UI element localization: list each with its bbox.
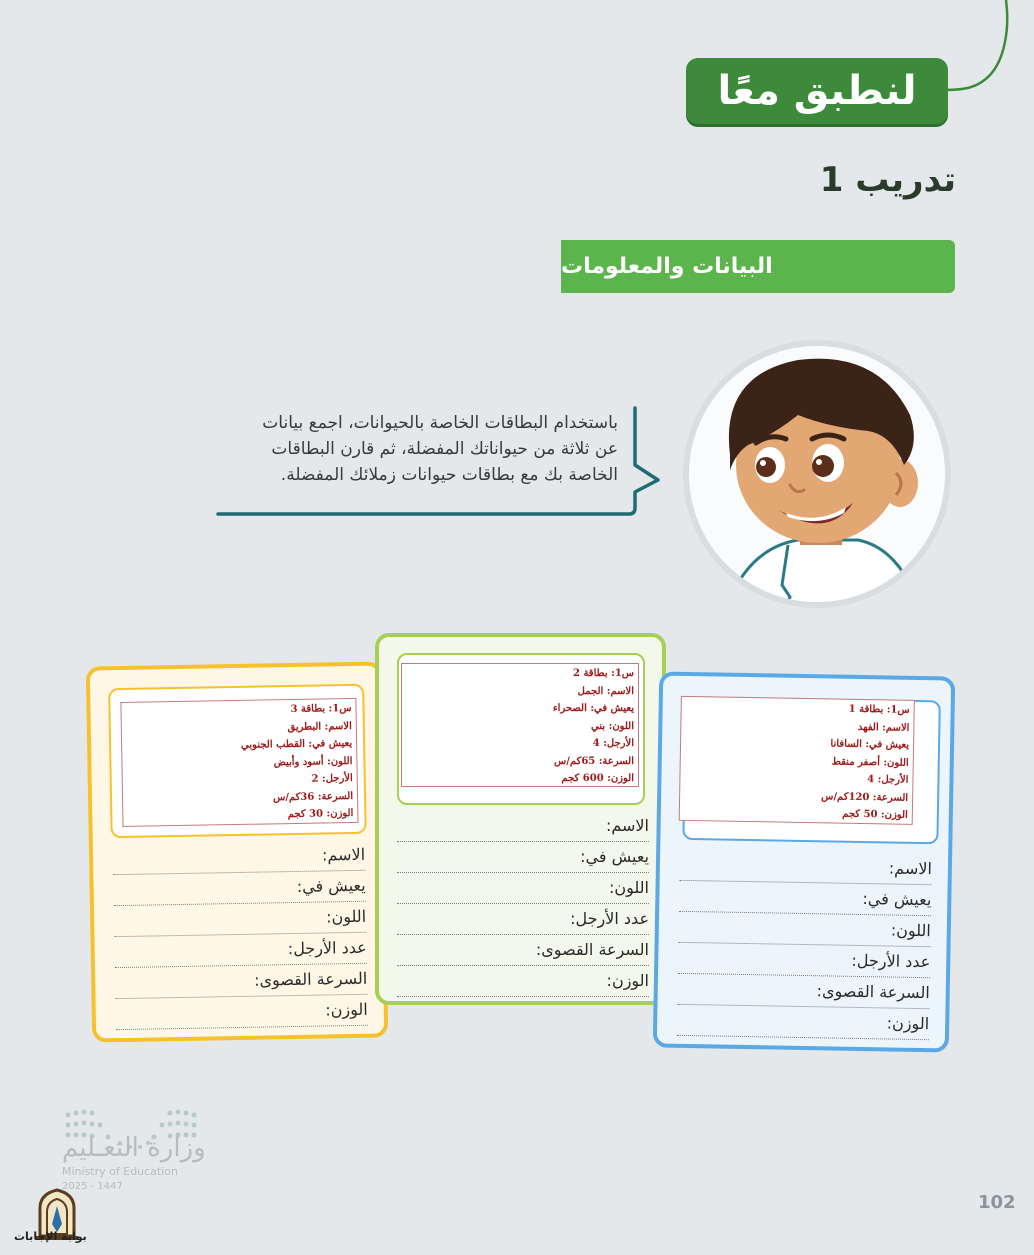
field-legs: عدد الأرجل:: [678, 944, 930, 978]
lesson-banner: [686, 58, 948, 124]
card-answer-box: [120, 698, 358, 827]
answer-line: يعيش في: الصحراء: [552, 703, 634, 714]
card-answer-box: [679, 696, 915, 825]
field-lives: يعيش في:: [679, 882, 931, 916]
instruction-line: باستخدام البطاقات الخاصة بالحيوانات، اجمع بيانات: [262, 413, 618, 433]
edition-year: 2025 - 1447: [62, 1181, 123, 1192]
field-legs: عدد الأرجل:: [397, 905, 649, 935]
field-weight: الوزن:: [116, 996, 368, 1030]
answer-line: يعيش في: السافانا: [830, 738, 910, 751]
answer-line: اللون: أصفر منقط: [831, 755, 909, 769]
answer-line: الأرجل: 4: [867, 774, 909, 786]
answer-line: الاسم: البطريق: [287, 720, 352, 733]
field-weight: الوزن:: [677, 1006, 929, 1040]
animal-card-3: [86, 661, 389, 1042]
instruction-line: عن ثلاثة من حيواناتك المفضلة، ثم قارن البطاقات: [271, 439, 618, 459]
exercise-title: تدريب 1: [819, 160, 956, 200]
answer-line: س1: بطاقة 3: [290, 702, 352, 716]
field-lives: يعيش في:: [113, 872, 365, 906]
instruction-line: الخاصة بك مع بطاقات حيوانات زملائك المفضلة.: [280, 465, 618, 485]
answer-line: السرعة: 65كم/س: [554, 755, 634, 767]
field-legs: عدد الأرجل:: [114, 934, 366, 968]
answer-line: الاسم: الجمل: [577, 685, 634, 697]
watermark-label: بوابة الإجابات: [14, 1230, 87, 1243]
section-title-bar: [561, 240, 955, 293]
banner-title: لنطبق معًا: [717, 68, 917, 114]
answer-line: الوزن: 600 كجم: [561, 773, 634, 784]
boy-avatar-illustration: [678, 335, 956, 613]
field-weight: الوزن:: [397, 967, 649, 997]
field-lives: يعيش في:: [397, 843, 649, 873]
answer-line: س1: بطاقة 2: [573, 668, 634, 679]
answer-line: يعيش في: القطب الجنوبي: [240, 737, 353, 751]
field-speed: السرعة القصوى:: [397, 936, 649, 966]
answer-line: الوزن: 30 كجم: [287, 807, 354, 821]
section-title: البيانات والمعلومات: [561, 254, 773, 279]
answer-line: السرعة: 36كم/س: [272, 790, 354, 803]
field-speed: السرعة القصوى:: [115, 965, 367, 999]
field-color: اللون:: [679, 913, 931, 947]
answer-line: السرعة: 120كم/س: [821, 790, 909, 804]
field-name: الاسم:: [113, 841, 365, 875]
answer-line: اللون: أسود وأبيض: [273, 755, 353, 768]
page-number: 102: [978, 1192, 1016, 1213]
ministry-name-english: Ministry of Education: [62, 1165, 179, 1178]
field-speed: السرعة القصوى:: [677, 975, 929, 1009]
field-color: اللون:: [397, 874, 649, 904]
animal-card-2: [375, 633, 666, 1005]
ministry-name-arabic: وزارة التعـليم: [62, 1133, 206, 1163]
animal-card-1: [653, 671, 956, 1052]
field-name: الاسم:: [680, 851, 932, 885]
answer-line: الأرجل: 4: [592, 738, 634, 749]
answer-line: الأرجل: 2: [311, 772, 353, 785]
answer-line: اللون: بني: [591, 720, 634, 732]
answer-line: الوزن: 50 كجم: [842, 808, 908, 821]
instruction-text: [228, 410, 618, 488]
answer-line: س1: بطاقة 1: [848, 703, 910, 716]
field-name: الاسم:: [397, 812, 649, 842]
field-color: اللون:: [114, 903, 366, 937]
answer-line: الاسم: الفهد: [857, 721, 910, 734]
card-answer-box: [401, 663, 639, 787]
